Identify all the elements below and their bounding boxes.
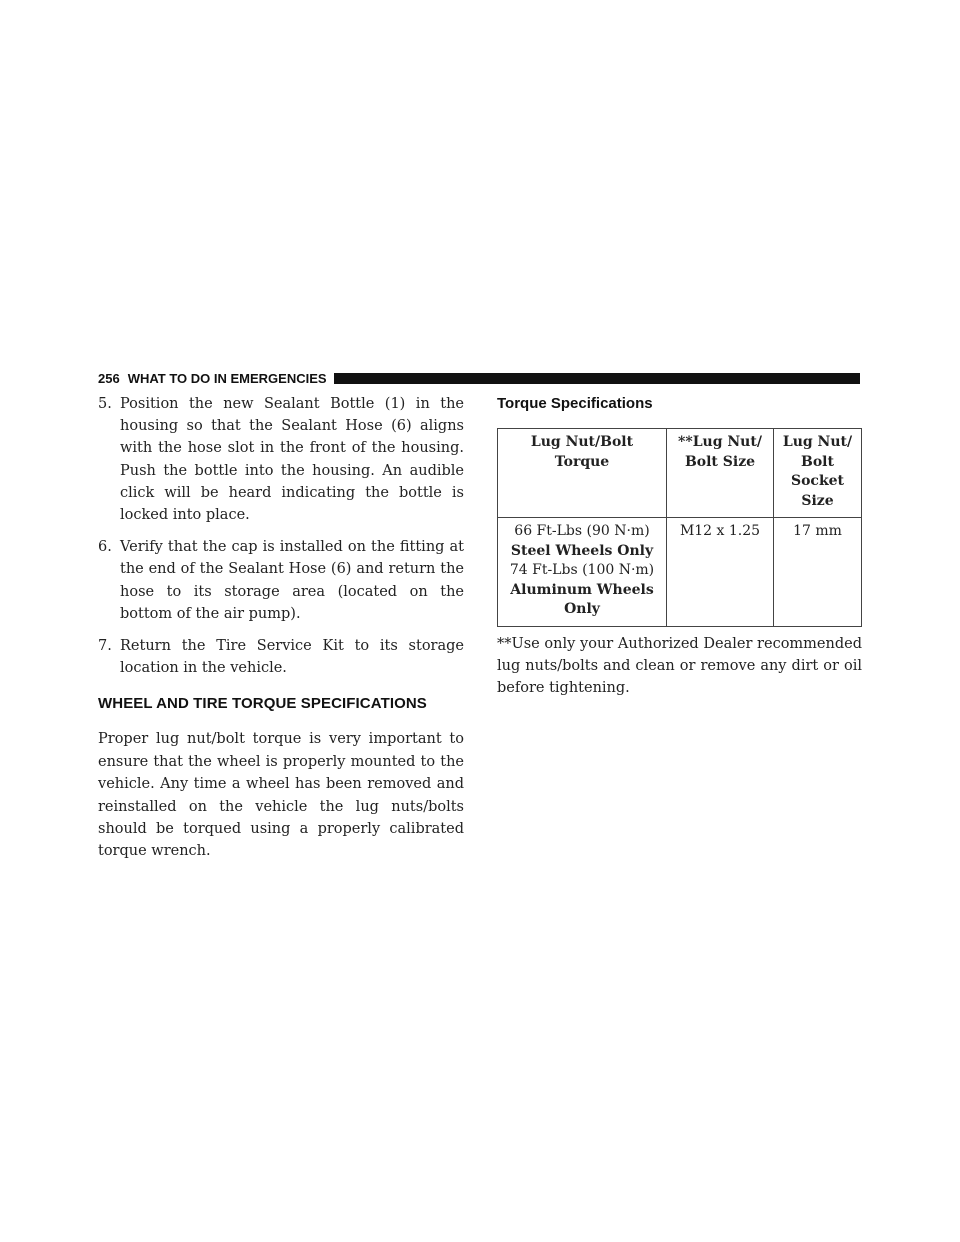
- page-number: 256: [98, 370, 120, 386]
- socket-size-cell: 17 mm: [774, 518, 862, 627]
- table-header-row: [498, 429, 862, 518]
- aluminum-wheels-label: Aluminum Wheels Only: [510, 581, 654, 617]
- torque-heading: Torque Specifications: [497, 395, 653, 412]
- step-number: 7.: [98, 638, 112, 655]
- steel-wheels-label: Steel Wheels Only: [510, 542, 654, 559]
- column-header: Lug Nut/Bolt Torque: [498, 429, 667, 518]
- left-column: [98, 393, 464, 863]
- step-list: [98, 393, 464, 679]
- step-item: [98, 393, 464, 526]
- step-item: [98, 635, 464, 679]
- step-text: Verify that the cap is installed on the fitting at the end of the Sealant Hose (6) and return the hose to its storage area (located on the bottom of the air pump).: [120, 539, 464, 622]
- chapter-title: WHAT TO DO IN EMERGENCIES: [127, 370, 327, 386]
- table-row: [498, 518, 862, 627]
- steel-torque-value: 66 Ft-Lbs (90 N·m): [514, 523, 650, 539]
- step-text: Position the new Sealant Bottle (1) in the housing so that the Sealant Hose (6) aligns with the hose slot in the front of the housing. Push the bottle into the housing. An audible click will be heard indicating the bottle is locked into place.: [120, 396, 464, 524]
- section-heading: WHEEL AND TIRE TORQUE SPECIFICATIONS: [98, 695, 427, 713]
- torque-table: [497, 428, 862, 627]
- right-column: [497, 393, 862, 700]
- torque-cell: [498, 518, 667, 627]
- column-header: **Lug Nut/ Bolt Size: [667, 429, 774, 518]
- step-number: 6.: [98, 539, 112, 556]
- bolt-size-cell: M12 x 1.25: [667, 518, 774, 627]
- header-rule: [334, 373, 860, 384]
- step-text: Return the Tire Service Kit to its storage location in the vehicle.: [120, 638, 464, 677]
- page-header: [98, 370, 860, 386]
- torque-note: **Use only your Authorized Dealer recommended lug nuts/bolts and clean or remove any dirt or oil before tightening.: [497, 635, 862, 697]
- aluminum-torque-value: 74 Ft-Lbs (100 N·m): [509, 562, 655, 578]
- column-header: Lug Nut/ Bolt Socket Size: [774, 429, 862, 518]
- step-number: 5.: [98, 396, 112, 412]
- section-body: Proper lug nut/bolt torque is very important to ensure that the wheel is properly mounted to the vehicle. Any time a wheel has been removed and reinstalled on the vehicle the lug nuts/bolts should be torqued using a properly calibrated torque wrench.: [98, 731, 464, 860]
- step-item: [98, 536, 464, 625]
